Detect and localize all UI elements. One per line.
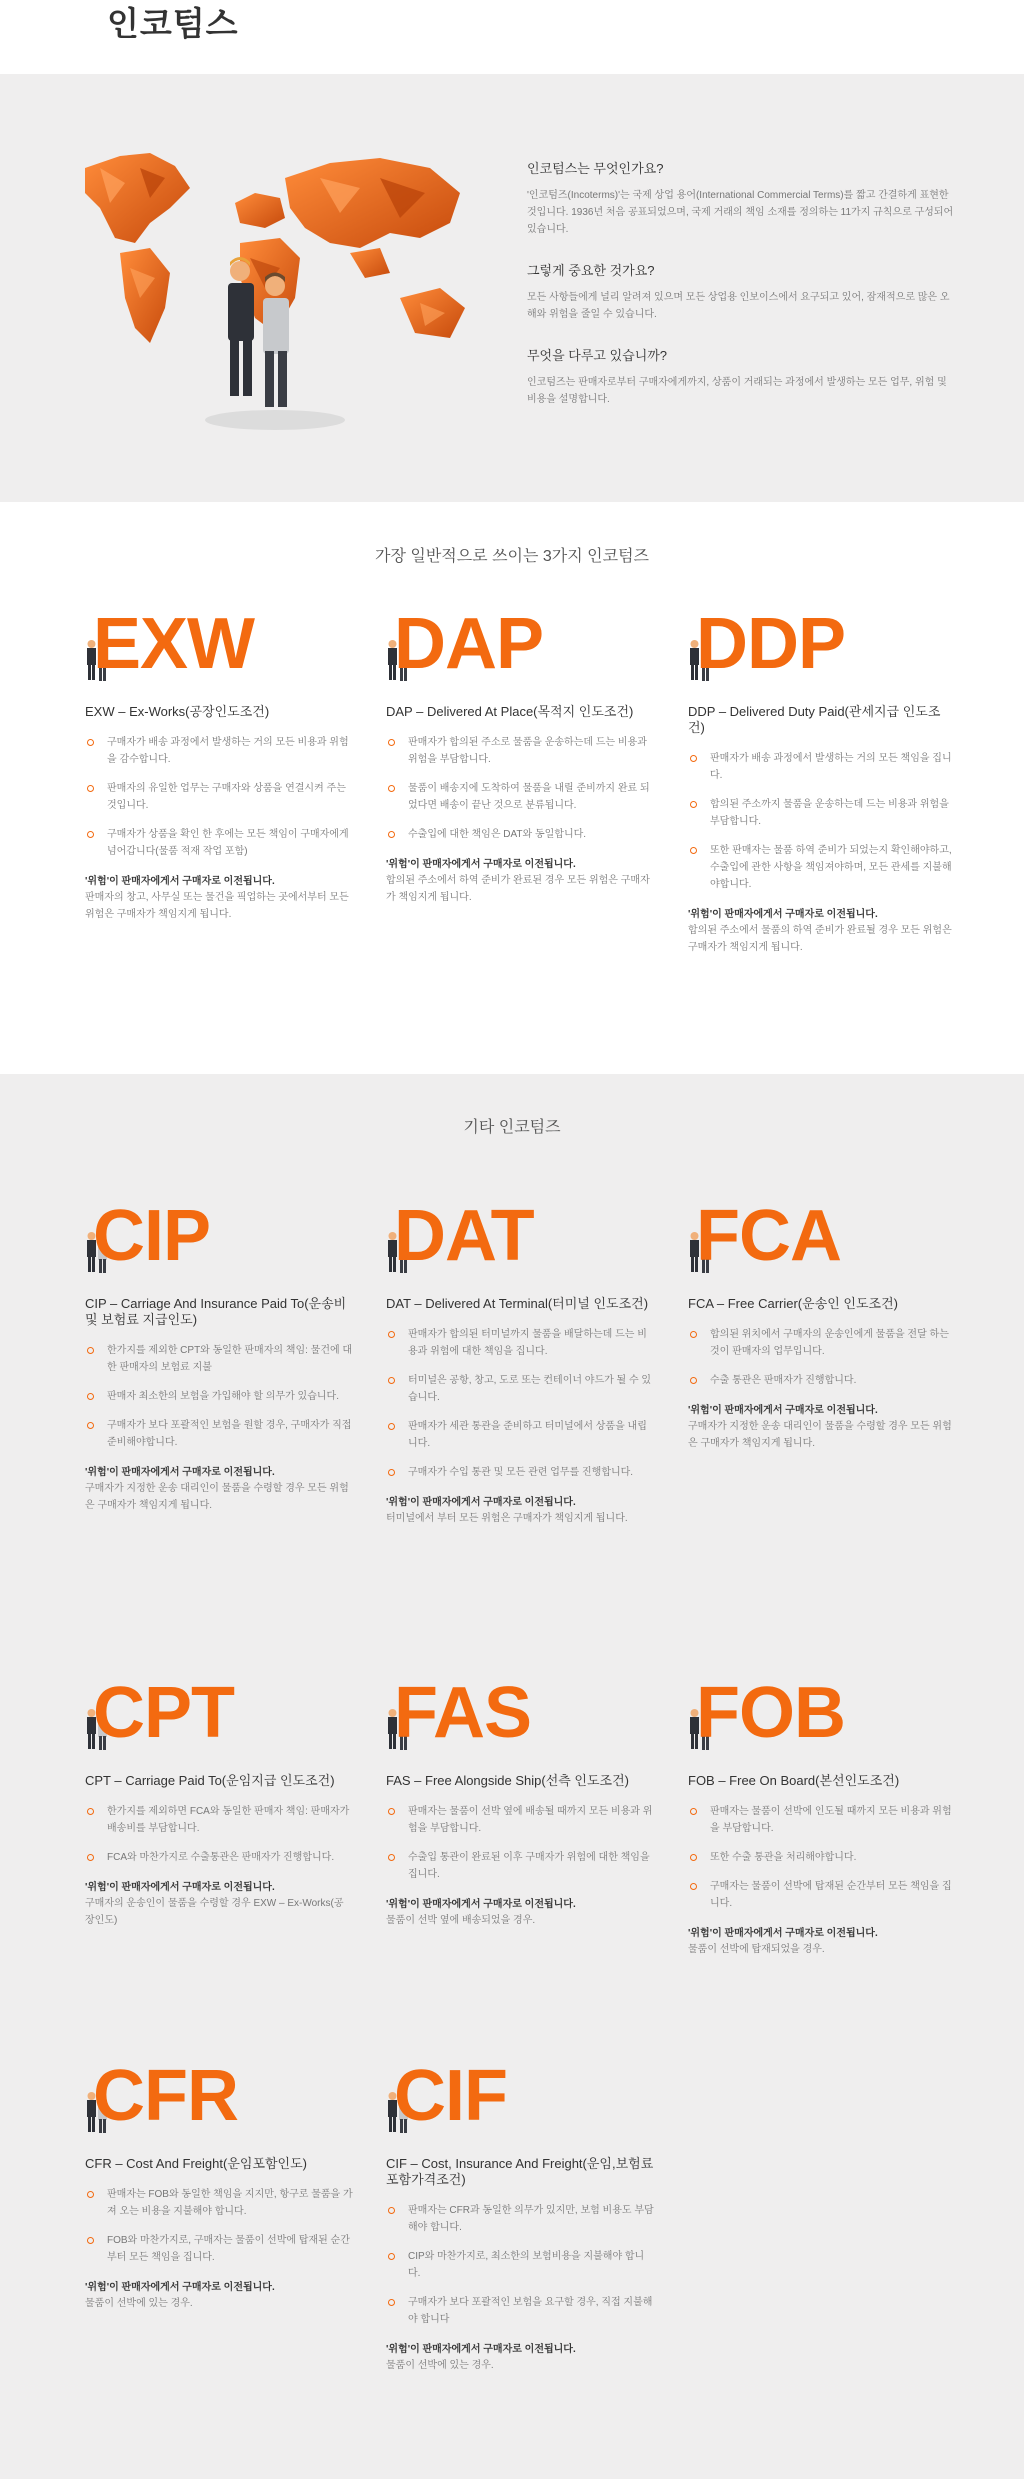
circle-bullet-icon <box>388 1423 395 1430</box>
circle-bullet-icon <box>87 831 94 838</box>
circle-bullet-icon <box>388 1469 395 1476</box>
list-item <box>386 1803 654 1837</box>
incoterm-code: DAP <box>394 604 544 684</box>
list-item-text: 판매자가 세관 통관을 준비하고 터미널에서 상품을 내립니다. <box>408 1421 647 1449</box>
incoterm-name: DDP – Delivered Duty Paid(관세지급 인도조건) <box>688 704 941 735</box>
incoterm-card-cpt <box>85 1673 353 1929</box>
incoterm-code: DDP <box>696 604 846 684</box>
list-item-text: 터미널은 공항, 창고, 도로 또는 컨테이너 야드가 될 수 있습니다. <box>408 1375 652 1403</box>
qa-answer-3: 인코텀즈는 판매자로부터 구매자에게까지, 상품이 거래되는 과정에서 발생하는 모든 업무, 위험 및 비용을 설명합니다. <box>527 377 947 405</box>
risk-transfer-description: 구매자의 운송인이 물품을 수령할 경우 EXW – Ex-Works(공장인도) <box>85 1898 344 1926</box>
incoterm-card-cip <box>85 1196 353 1514</box>
circle-bullet-icon <box>388 2299 395 2306</box>
incoterm-bullet-list <box>688 1803 956 1912</box>
list-item <box>85 780 353 814</box>
list-item <box>688 842 956 893</box>
circle-bullet-icon <box>388 1808 395 1815</box>
incoterm-name: FAS – Free Alongside Ship(선측 인도조건) <box>386 1773 629 1788</box>
risk-transfer-description: 물품이 선박 옆에 배송되었을 경우. <box>386 1915 536 1926</box>
incoterm-code-banner <box>688 1673 956 1765</box>
circle-bullet-icon <box>690 847 697 854</box>
risk-transfer-description: 합의된 주소에서 물품의 하역 준비가 완료될 경우 모든 위험은 구매자가 책임지게 됩니다. <box>688 925 952 953</box>
risk-transfer-heading: '위험'이 판매자에게서 구매자로 이전됩니다. <box>386 859 576 870</box>
risk-transfer-heading: '위험'이 판매자에게서 구매자로 이전됩니다. <box>386 1497 576 1508</box>
incoterm-card-cif <box>386 2056 654 2374</box>
list-item <box>85 1388 353 1405</box>
circle-bullet-icon <box>87 2237 94 2244</box>
list-item <box>688 1326 956 1360</box>
list-item <box>386 1464 654 1481</box>
list-item <box>688 750 956 784</box>
circle-bullet-icon <box>690 1854 697 1861</box>
incoterm-name: DAT – Delivered At Terminal(터미널 인도조건) <box>386 1296 649 1311</box>
incoterm-code-banner <box>85 1673 353 1765</box>
qa-question-1: 인코텀스는 무엇인가요? <box>527 161 664 176</box>
incoterm-card-exw <box>85 604 353 923</box>
incoterm-code: EXW <box>93 604 255 684</box>
list-item-text: FOB와 마찬가지로, 구매자는 물품이 선박에 탑재된 순간부터 모든 책임을 집니다. <box>107 2235 350 2263</box>
incoterm-card-fas <box>386 1673 654 1929</box>
circle-bullet-icon <box>87 1808 94 1815</box>
risk-transfer-description: 판매자의 창고, 사무실 또는 물건을 픽업하는 곳에서부터 모든 위험은 구매자가 책임지게 됩니다. <box>85 892 349 920</box>
risk-transfer-description: 합의된 주소에서 하역 준비가 완료된 경우 모든 위험은 구매자가 책임지게 됩니다. <box>386 875 650 903</box>
list-item <box>85 2186 353 2220</box>
circle-bullet-icon <box>690 755 697 762</box>
list-item <box>386 734 654 768</box>
circle-bullet-icon <box>87 1393 94 1400</box>
risk-transfer-heading: '위험'이 판매자에게서 구매자로 이전됩니다. <box>688 1928 878 1939</box>
incoterm-name: DAP – Delivered At Place(목적지 인도조건) <box>386 704 634 719</box>
risk-transfer-heading: '위험'이 판매자에게서 구매자로 이전됩니다. <box>85 876 275 887</box>
incoterm-code-banner <box>688 604 956 696</box>
list-item <box>386 1372 654 1406</box>
incoterm-bullet-list <box>386 1803 654 1883</box>
incoterm-code: DAT <box>394 1196 534 1276</box>
incoterm-bullet-list <box>386 1326 654 1481</box>
risk-transfer-description: 물품이 선박에 있는 경우. <box>85 2298 193 2309</box>
incoterm-card-dat <box>386 1196 654 1527</box>
incoterm-code-banner <box>85 604 353 696</box>
list-item <box>688 1372 956 1389</box>
incoterm-card-dap <box>386 604 654 906</box>
page-title: 인코텀스 <box>107 5 239 42</box>
list-item-text: 수출입에 대한 책임은 DAT와 동일합니다. <box>408 829 587 840</box>
world-map-illustration <box>80 148 500 448</box>
list-item <box>85 1849 353 1866</box>
incoterm-code: CIF <box>394 2056 507 2136</box>
risk-transfer-description: 물품이 선박에 탑재되었을 경우. <box>688 1944 825 1955</box>
list-item <box>386 2248 654 2282</box>
list-item <box>688 796 956 830</box>
list-item <box>386 2294 654 2328</box>
list-item-text: 구매자가 보다 포괄적인 보험을 원할 경우, 구매자가 직접 준비해야합니다. <box>107 1420 352 1448</box>
incoterm-code-banner <box>386 2056 654 2148</box>
list-item-text: 수출입 통관이 완료된 이후 구매자가 위험에 대한 책임을 집니다. <box>408 1852 650 1880</box>
incoterm-bullet-list <box>688 750 956 893</box>
circle-bullet-icon <box>690 1331 697 1338</box>
incoterm-card-fca <box>688 1196 956 1452</box>
list-item-text: 판매자가 합의된 주소로 물품을 운송하는데 드는 비용과 위험을 부담합니다. <box>408 737 647 765</box>
circle-bullet-icon <box>690 1377 697 1384</box>
circle-bullet-icon <box>388 739 395 746</box>
incoterm-code-banner <box>85 2056 353 2148</box>
incoterm-name: FOB – Free On Board(본선인도조건) <box>688 1773 900 1788</box>
list-item-text: 판매자는 물품이 선박에 인도될 때까지 모든 비용과 위험을 부담합니다. <box>710 1806 952 1834</box>
list-item <box>386 826 654 843</box>
circle-bullet-icon <box>388 785 395 792</box>
incoterm-bullet-list <box>85 1342 353 1451</box>
circle-bullet-icon <box>388 1377 395 1384</box>
list-item <box>85 1342 353 1376</box>
circle-bullet-icon <box>690 1883 697 1890</box>
list-item-text: 합의된 주소까지 물품을 운송하는데 드는 비용과 위험을 부담합니다. <box>710 799 949 827</box>
circle-bullet-icon <box>690 801 697 808</box>
list-item <box>386 2202 654 2236</box>
list-item-text: 한가지를 제외한 CPT와 동일한 판매자의 책임: 물건에 대한 판매자의 보험료 지불 <box>107 1345 353 1373</box>
risk-transfer-heading: '위험'이 판매자에게서 구매자로 이전됩니다. <box>386 2344 576 2355</box>
incoterm-name: CIF – Cost, Insurance And Freight(운임,보험료 포함가격조건) <box>386 2156 654 2187</box>
incoterm-card-ddp <box>688 604 956 956</box>
list-item-text: 판매자가 배송 과정에서 발생하는 거의 모든 책임을 집니다. <box>710 753 952 781</box>
qa-question-3: 무엇을 다루고 있습니까? <box>527 348 668 363</box>
list-item-text: 구매자가 수입 통관 및 모든 관련 업무를 진행합니다. <box>408 1467 634 1478</box>
list-item-text: 구매자는 물품이 선박에 탑재된 순간부터 모든 책임을 집니다. <box>710 1881 952 1909</box>
list-item <box>386 780 654 814</box>
incoterm-code: FAS <box>394 1673 532 1753</box>
intro-qa <box>527 158 959 430</box>
circle-bullet-icon <box>690 1808 697 1815</box>
list-item-text: 또한 수출 통관을 처리해야합니다. <box>710 1852 857 1863</box>
list-item-text: 수출 통관은 판매자가 진행합니다. <box>710 1375 857 1386</box>
circle-bullet-icon <box>388 1854 395 1861</box>
qa-answer-1: '인코텀즈(Incoterms)'는 국제 상업 용어(International Commercial Terms)를 짧고 간결하게 표현한 것입니다. 1936년 처음 공표되었으며, 국제 거래의 책임 소재를 정의하는 11가지 규칙으로 구성되어 있습니다. <box>527 190 954 235</box>
incoterm-bullet-list <box>688 1326 956 1389</box>
incoterm-code-banner <box>386 1196 654 1288</box>
list-item <box>688 1803 956 1837</box>
circle-bullet-icon <box>87 1854 94 1861</box>
list-item-text: 구매자가 배송 과정에서 발생하는 거의 모든 비용과 위험을 감수합니다. <box>107 737 349 765</box>
incoterm-card-fob <box>688 1673 956 1958</box>
incoterm-bullet-list <box>85 2186 353 2266</box>
incoterm-code-banner <box>386 1673 654 1765</box>
list-item-text: 구매자가 보다 포괄적인 보험을 요구할 경우, 직접 지불해야 합니다 <box>408 2297 653 2325</box>
risk-transfer-heading: '위험'이 판매자에게서 구매자로 이전됩니다. <box>85 1467 275 1478</box>
list-item-text: 판매자 최소한의 보험을 가입해야 할 의무가 있습니다. <box>107 1391 339 1402</box>
list-item <box>85 734 353 768</box>
list-item <box>85 1417 353 1451</box>
incoterm-name: CPT – Carriage Paid To(운임지급 인도조건) <box>85 1773 335 1788</box>
list-item-text: 판매자가 합의된 터미널까지 물품을 배달하는데 드는 비용과 위험에 대한 책임을 집니다. <box>408 1329 647 1357</box>
list-item-text: 합의된 위치에서 구매자의 운송인에게 물품을 전달 하는 것이 판매자의 업무입니다. <box>710 1329 949 1357</box>
risk-transfer-description: 물품이 선박에 있는 경우. <box>386 2360 494 2371</box>
list-item <box>386 1418 654 1452</box>
list-item-text: 또한 판매자는 물품 하역 준비가 되었는지 확인해야하고, 수출입에 관한 사항을 책임져야하며, 모든 관세를 지불해야합니다. <box>710 845 952 890</box>
risk-transfer-description: 구매자가 지정한 운송 대리인이 물품을 수령할 경우 모든 위험은 구매자가 책임지게 됩니다. <box>688 1421 952 1449</box>
circle-bullet-icon <box>87 1422 94 1429</box>
list-item-text: 판매자는 FOB와 동일한 책임을 지지만, 항구로 물품을 가져 오는 비용을 지불해야 합니다. <box>107 2189 353 2217</box>
incoterm-bullet-list <box>386 734 654 843</box>
incoterm-code-banner <box>85 1196 353 1288</box>
incoterm-name: CIP – Carriage And Insurance Paid To(운송비 및 보험료 지급인도) <box>85 1296 347 1327</box>
list-item-text: 한가지를 제외하면 FCA와 동일한 판매자 책임: 판매자가 배송비를 부담합니다. <box>107 1806 350 1834</box>
circle-bullet-icon <box>87 2191 94 2198</box>
risk-transfer-heading: '위험'이 판매자에게서 구매자로 이전됩니다. <box>386 1899 576 1910</box>
list-item <box>386 1849 654 1883</box>
incoterm-code: FOB <box>696 1673 845 1753</box>
list-item-text: 구매자가 상품을 확인 한 후에는 모든 책임이 구매자에게 넘어갑니다(물품 적재 작업 포함) <box>107 829 349 857</box>
risk-transfer-heading: '위험'이 판매자에게서 구매자로 이전됩니다. <box>688 1405 878 1416</box>
incoterm-name: EXW – Ex-Works(공장인도조건) <box>85 704 270 719</box>
list-item <box>85 826 353 860</box>
list-item <box>85 1803 353 1837</box>
list-item-text: 판매자의 유일한 업무는 구매자와 상품을 연결시켜 주는 것입니다. <box>107 783 346 811</box>
circle-bullet-icon <box>87 739 94 746</box>
list-item-text: 판매자는 물품이 선박 옆에 배송될 때까지 모든 비용과 위험을 부담합니다. <box>408 1806 653 1834</box>
incoterm-name: FCA – Free Carrier(운송인 인도조건) <box>688 1296 898 1311</box>
other-section-title: 기타 인코텀즈 <box>463 1119 561 1136</box>
circle-bullet-icon <box>388 2207 395 2214</box>
risk-transfer-description: 구매자가 지정한 운송 대리인이 물품을 수령할 경우 모든 위험은 구매자가 책임지게 됩니다. <box>85 1483 349 1511</box>
risk-transfer-heading: '위험'이 판매자에게서 구매자로 이전됩니다. <box>688 909 878 920</box>
list-item-text: 물품이 배송지에 도착하여 물품을 내릴 준비까지 완료 되었다면 배송이 끝난 것으로 분류됩니다. <box>408 783 650 811</box>
incoterm-code: FCA <box>696 1196 841 1276</box>
incoterm-bullet-list <box>85 1803 353 1866</box>
common-section-title: 가장 일반적으로 쓰이는 3가지 인코텀즈 <box>375 548 649 565</box>
circle-bullet-icon <box>388 831 395 838</box>
list-item <box>688 1849 956 1866</box>
circle-bullet-icon <box>388 1331 395 1338</box>
incoterm-code: CFR <box>93 2056 238 2136</box>
qa-question-2: 그렇게 중요한 것가요? <box>527 263 655 278</box>
incoterm-bullet-list <box>85 734 353 860</box>
list-item <box>386 1326 654 1360</box>
qa-answer-2: 모든 사항들에게 널리 알려져 있으며 모든 상업용 인보이스에서 요구되고 있어, 잠재적으로 많은 오해와 위험을 줄일 수 있습니다. <box>527 292 950 320</box>
incoterm-code: CIP <box>93 1196 211 1276</box>
incoterm-name: CFR – Cost And Freight(운임포함인도) <box>85 2156 308 2171</box>
page-header <box>0 0 1024 74</box>
circle-bullet-icon <box>87 785 94 792</box>
list-item <box>688 1878 956 1912</box>
risk-transfer-heading: '위험'이 판매자에게서 구매자로 이전됩니다. <box>85 1882 275 1893</box>
incoterm-code-banner <box>386 604 654 696</box>
list-item-text: 판매자는 CFR과 동일한 의무가 있지만, 보험 비용도 부담해야 합니다. <box>408 2205 654 2233</box>
incoterm-code-banner <box>688 1196 956 1288</box>
incoterm-card-cfr <box>85 2056 353 2312</box>
circle-bullet-icon <box>388 2253 395 2260</box>
incoterm-code: CPT <box>93 1673 234 1753</box>
risk-transfer-description: 터미널에서 부터 모든 위험은 구매자가 책임지게 됩니다. <box>386 1513 628 1524</box>
list-item-text: CIP와 마찬가지로, 최소한의 보험비용을 지불해야 합니다. <box>408 2251 645 2279</box>
circle-bullet-icon <box>87 1347 94 1354</box>
list-item-text: FCA와 마찬가지로 수출통관은 판매자가 진행합니다. <box>107 1852 335 1863</box>
incoterm-bullet-list <box>386 2202 654 2328</box>
list-item <box>85 2232 353 2266</box>
risk-transfer-heading: '위험'이 판매자에게서 구매자로 이전됩니다. <box>85 2282 275 2293</box>
